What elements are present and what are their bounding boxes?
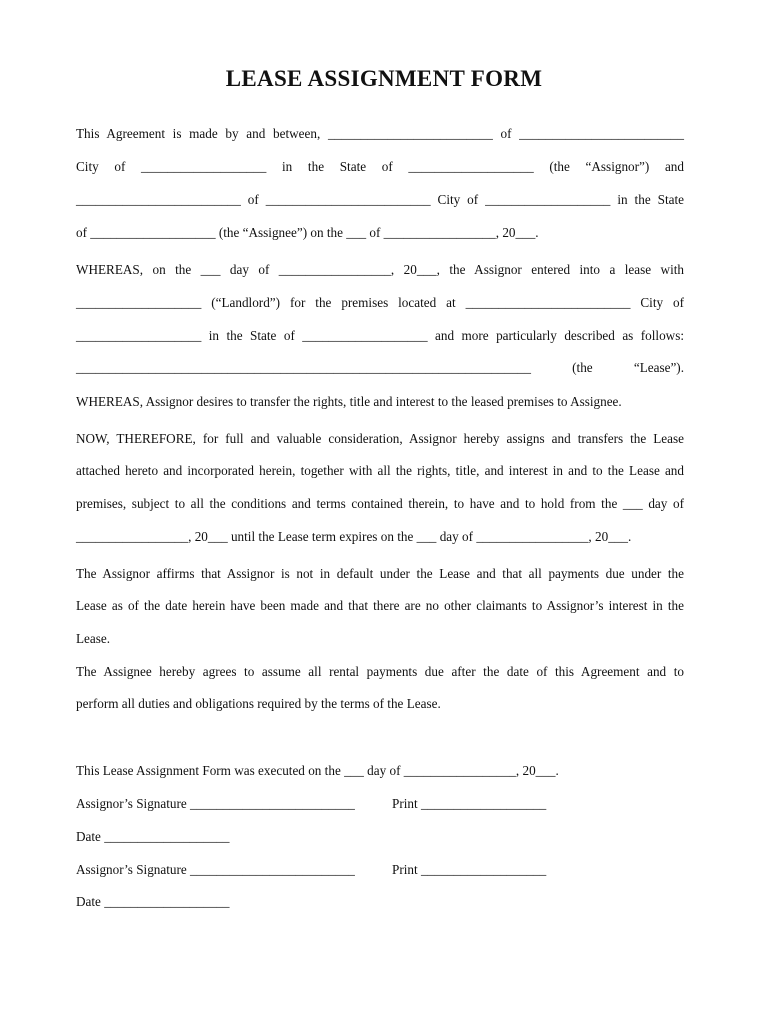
print-name-field-1: Print ___________________ — [392, 796, 547, 811]
date-field-1: Date ___________________ — [76, 829, 230, 844]
agreement-line-3: _________________________ of _________________________ City of ___________________ in the State — [76, 192, 684, 207]
agreement-line-4: of ___________________ (the “Assignee”) on the ___ of _________________, 20___. — [76, 225, 539, 240]
assignee-line-2: perform all duties and obligations required by the terms of the Lease. — [76, 696, 441, 711]
whereas-line-4: _____________________________________________________________________ (the “Lease”). — [76, 360, 684, 375]
now-therefore-line-3: premises, subject to all the conditions and terms contained therein, to have and to hold from the ___ day of — [76, 496, 684, 511]
date-field-2: Date ___________________ — [76, 894, 230, 909]
agreement-line-1: This Agreement is made by and between, _________________________ of _________________________ — [76, 126, 684, 141]
now-therefore-line-1: NOW, THEREFORE, for full and valuable consideration, Assignor hereby assigns and transfers the Lease — [76, 431, 684, 446]
document-title: LEASE ASSIGNMENT FORM — [225, 66, 543, 91]
assignor-signature-field-2: Assignor’s Signature _________________________ — [76, 862, 355, 877]
whereas-transfer-line: WHEREAS, Assignor desires to transfer the rights, title and interest to the leased premises to Assignee. — [76, 394, 622, 409]
now-therefore-line-2: attached hereto and incorporated herein, together with all the rights, title, and interest in and to the Lease and — [76, 463, 684, 478]
whereas-line-2: ___________________ (“Landlord”) for the premises located at _________________________ City of — [76, 295, 684, 310]
assignor-signature-field-1: Assignor’s Signature _________________________ — [76, 796, 355, 811]
whereas-line-1: WHEREAS, on the ___ day of _________________, 20___, the Assignor entered into a lease with — [76, 262, 684, 277]
print-name-field-2: Print ___________________ — [392, 862, 547, 877]
affirms-line-2: Lease as of the date herein have been made and that there are no other claimants to Assignor’s interest in the — [76, 598, 684, 613]
assignee-line-1: The Assignee hereby agrees to assume all rental payments due after the date of this Agreement and to — [76, 664, 684, 679]
agreement-line-2: City of ___________________ in the State of ___________________ (the “Assignor”) and — [76, 159, 684, 174]
now-therefore-line-4: _________________, 20___ until the Lease term expires on the ___ day of _________________, 20___. — [76, 529, 632, 544]
affirms-line-3: Lease. — [76, 631, 111, 646]
whereas-line-3: ___________________ in the State of ___________________ and more particularly described as follows: — [76, 328, 684, 343]
executed-line: This Lease Assignment Form was executed on the ___ day of _________________, 20___. — [76, 763, 559, 778]
affirms-line-1: The Assignor affirms that Assignor is not in default under the Lease and that all payments due under the — [76, 566, 684, 581]
